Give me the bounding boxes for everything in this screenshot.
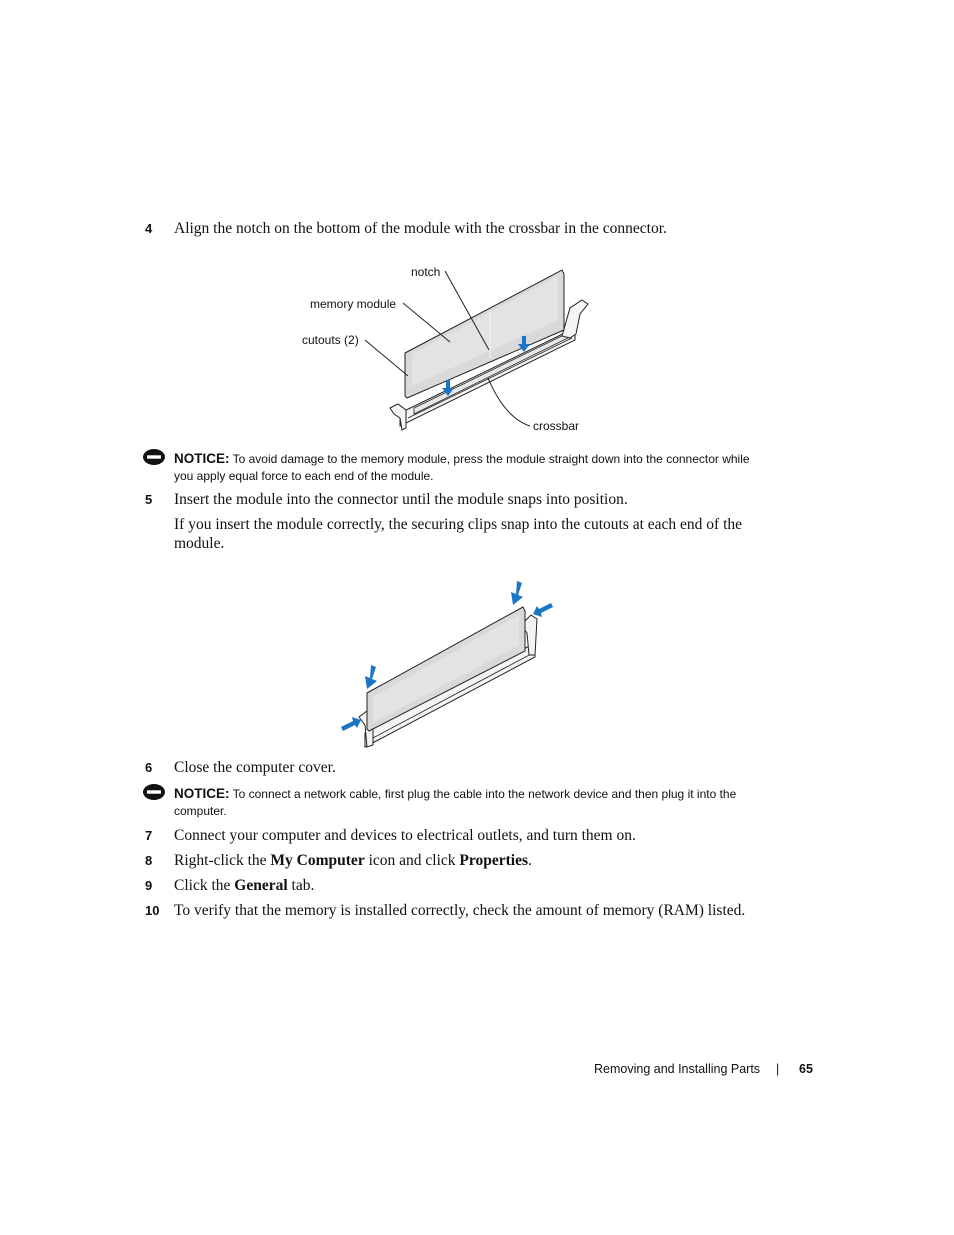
step-9-pre: Click the bbox=[174, 877, 235, 894]
footer-separator: | bbox=[776, 1062, 780, 1076]
general-tab-label: General bbox=[234, 877, 288, 894]
callout-memory-module: memory module bbox=[310, 297, 397, 311]
arrow-icon bbox=[533, 603, 553, 617]
notice-1 bbox=[174, 450, 754, 485]
callout-crossbar: crossbar bbox=[533, 419, 580, 433]
footer-section: Removing and Installing Parts bbox=[594, 1062, 761, 1076]
callout-cutouts: cutouts (2) bbox=[302, 333, 359, 347]
page-number: 65 bbox=[799, 1062, 813, 1076]
notice-2 bbox=[174, 785, 754, 820]
arrow-icon bbox=[341, 717, 361, 731]
step-8-post: . bbox=[527, 852, 532, 869]
notice-2-label: NOTICE: bbox=[174, 786, 230, 801]
step-6-text: Close the computer cover. bbox=[174, 759, 336, 776]
step-8-mid: icon and click bbox=[364, 852, 460, 869]
notice-icon bbox=[142, 448, 166, 466]
arrow-icon bbox=[511, 581, 523, 605]
step-number-8: 8 bbox=[145, 853, 153, 868]
step-number-7: 7 bbox=[145, 828, 153, 843]
figure-align-module bbox=[290, 258, 610, 443]
step-number-10: 10 bbox=[145, 903, 160, 918]
arrow-icon bbox=[365, 665, 377, 689]
notice-2-text: To connect a network cable, first plug the cable into the network device and then plug it into the computer. bbox=[174, 787, 737, 818]
step-number-5: 5 bbox=[145, 492, 153, 507]
step-4-text: Align the notch on the bottom of the module with the crossbar in the connector. bbox=[174, 220, 667, 237]
step-7-text: Connect your computer and devices to electrical outlets, and turn them on. bbox=[174, 827, 636, 844]
notice-1-label: NOTICE: bbox=[174, 451, 230, 466]
step-5-paragraph: If you insert the module correctly, the securing clips snap into the cutouts at each end of the module. bbox=[174, 516, 743, 552]
properties-label: Properties bbox=[459, 852, 528, 869]
step-8-pre: Right-click the bbox=[174, 852, 271, 869]
step-9-post: tab. bbox=[287, 877, 315, 894]
step-number-6: 6 bbox=[145, 760, 153, 775]
step-9-text bbox=[174, 876, 774, 895]
notice-icon bbox=[142, 783, 166, 801]
step-number-9: 9 bbox=[145, 878, 153, 893]
figure-module-seated bbox=[335, 575, 565, 750]
step-8-text bbox=[174, 851, 774, 870]
step-number-4: 4 bbox=[145, 221, 153, 236]
step-5-text: Insert the module into the connector until the module snaps into position. bbox=[174, 491, 628, 508]
step-10-text: To verify that the memory is installed correctly, check the amount of memory (RAM) listed. bbox=[174, 902, 746, 919]
notice-1-text: To avoid damage to the memory module, press the module straight down into the connector while you apply equal force to each end of the module. bbox=[174, 452, 750, 483]
callout-notch: notch bbox=[411, 265, 441, 279]
my-computer-label: My Computer bbox=[270, 852, 365, 869]
